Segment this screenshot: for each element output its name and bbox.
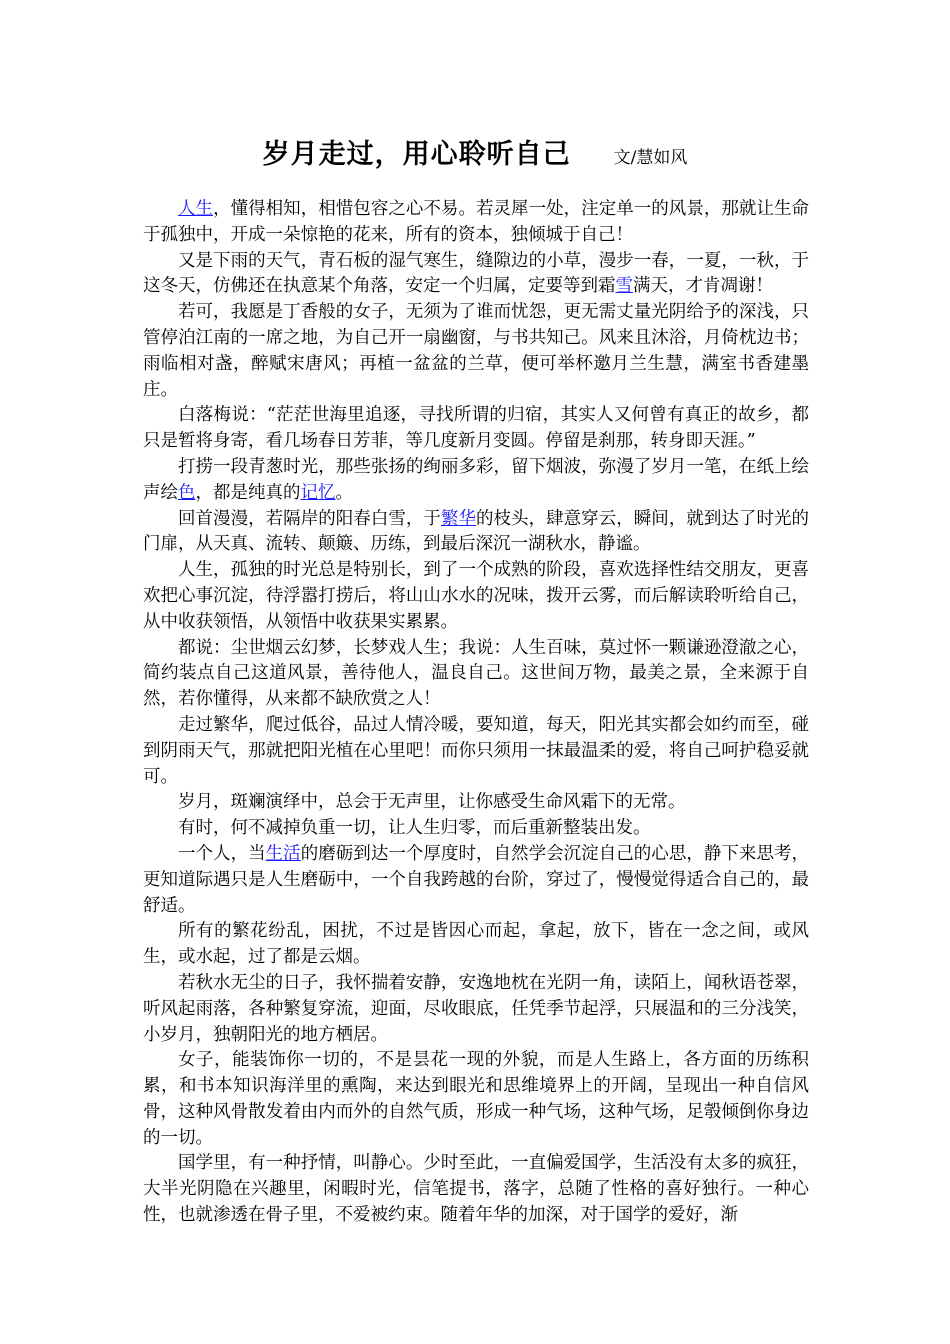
title-row <box>0 132 950 171</box>
text-run: 一个人，当 <box>178 843 266 864</box>
paragraph <box>143 197 809 249</box>
inline-link[interactable]: 生活 <box>265 843 301 864</box>
paragraph <box>143 636 809 713</box>
paragraph <box>143 455 809 507</box>
paragraph <box>143 919 809 971</box>
text-run: 的枝头，肆意穿云，瞬间，就到达了时光的门扉，从天真、流转、颠簸、历练，到最后深沉一湖秋水，静谧。 <box>143 508 810 555</box>
article-body <box>143 197 809 1229</box>
text-run: 所有的繁花纷乱，困扰，不过是皆因心而起，拿起，放下，皆在一念之间，或风生，或水起，过了都是云烟。 <box>143 921 809 968</box>
paragraph <box>143 1048 809 1151</box>
text-run: 的磨砺到达一个厚度时，自然学会沉淀自己的心思，静下来思考，更知道际遇只是人生磨砺中，一个自我跨越的台阶，穿过了，慢慢觉得适合自己的，最舒适。 <box>143 843 810 916</box>
text-run: ，懂得相知，相惜包容之心不易。若灵犀一处，注定单一的风景，那就让生命于孤独中，开成一朵惊艳的花来，所有的资本，独倾城于自己！ <box>143 199 810 245</box>
text-run: 走过繁华，爬过低谷，品过人情冷暖，要知道，每天，阳光其实都会如约而至，碰到阴雨天气，那就把阳光植在心里吧！而你只须用一抹最温柔的爱，将自己呵护稳妥就可。 <box>143 714 809 787</box>
paragraph <box>143 971 809 1048</box>
inline-link[interactable]: 记忆 <box>300 482 336 503</box>
text-run: 都说：尘世烟云幻梦，长梦戏人生；我说：人生百味，莫过怀一颗谦逊澄澈之心，简约装点自己这道风景，善待他人，温良自己。这世间万物，最美之景，全来源于自然，若你懂得，从来都不缺欣赏之人！ <box>143 637 809 710</box>
paragraph <box>143 713 809 790</box>
paragraph <box>143 842 809 919</box>
paragraph <box>143 1151 809 1228</box>
text-run: 又是下雨的天气，青石板的湿气寒生，缝隙边的小草，漫步一春，一夏，一秋，于这冬天，仿佛还在执意某个角落，安定一个归属，定要等到霜 <box>143 250 809 297</box>
text-run: 满天，才肯凋谢！ <box>633 276 773 297</box>
inline-link[interactable]: 繁华 <box>440 508 476 529</box>
paragraph <box>143 790 809 816</box>
paragraph <box>143 816 809 842</box>
inline-link[interactable]: 人生 <box>178 199 214 219</box>
text-run: 女子，能装饰你一切的，不是昙花一现的外貌，而是人生路上，各方面的历练积累，和书本知识海洋里的熏陶，来达到眼光和思维境界上的开阔，呈现出一种自信风骨，这种风骨散发着由内而外的自然气质，形成一种气场，这种气场，足彀倾倒你身边的一切。 <box>143 1050 809 1148</box>
inline-link[interactable]: 雪 <box>615 276 633 297</box>
text-run: 国学里，有一种抒情，叫静心。少时至此，一直偏爱国学，生活没有太多的疯狂，大半光阴隐在兴趣里，闲暇时光，信笔提书，落字，总随了性格的喜好独行。一种心性，也就渗透在骨子里，不爱被约束。随着年华的加深，对于国学的爱好，渐 <box>143 1153 809 1226</box>
text-run: 打捞一段青葱时光，那些张扬的绚丽多彩，留下烟波，弥漫了岁月一笔，在纸上绘声绘 <box>143 456 809 503</box>
text-run: 回首漫漫，若隔岸的阳春白雪，于 <box>178 508 441 529</box>
article-title: 岁月走过，用心聆听自己 <box>262 139 571 170</box>
text-run: ，都是纯真的 <box>195 482 301 503</box>
inline-link[interactable]: 色 <box>178 482 196 503</box>
text-run: 。 <box>335 482 353 503</box>
paragraph <box>143 403 809 455</box>
article-author: 文/慧如风 <box>613 148 688 168</box>
paragraph <box>143 558 809 635</box>
text-run: 白落梅说：“茫茫世海里追逐，寻找所谓的归宿，其实人又何曾有真正的故乡，都只是暂将身寄，看几场春日芳菲，等几度新月变圆。停留是刹那，转身即天涯。” <box>143 405 809 452</box>
paragraph <box>143 507 809 559</box>
text-run: 若秋水无尘的日子，我怀揣着安静，安逸地枕在光阴一角，读陌上，闻秋语苍翠，听风起雨落，各种繁复穿流，迎面，尽收眼底，任凭季节起浮，只展温和的三分浅笑，小岁月，独朝阳光的地方栖居。 <box>143 972 809 1045</box>
paragraph <box>143 249 809 301</box>
paragraph <box>143 300 809 403</box>
text-run: 人生，孤独的时光总是特别长，到了一个成熟的阶段，喜欢选择性结交朋友，更喜欢把心事沉淀，待浮嚣打捞后，将山山水水的况味，拨开云雾，而后解读聆听给自己，从中收获领悟，从领悟中收获果实累累。 <box>143 560 809 632</box>
text-run: 有时，何不减掉负重一切，让人生归零，而后重新整装出发。 <box>178 818 651 839</box>
text-run: 岁月，斑斓演绎中，总会于无声里，让你感受生命风霜下的无常。 <box>178 792 686 813</box>
text-run: 若可，我愿是丁香般的女子，无须为了谁而忧怨，更无需丈量光阴给予的深浅，只管停泊江南的一席之地，为自己开一扇幽窗，与书共知己。风来且沐浴，月倚枕边书；雨临相对盏，醉赋宋唐风；再植一盆盆的兰草，便可举杯邀月兰生慧，满室书香建墨庄。 <box>143 302 809 400</box>
